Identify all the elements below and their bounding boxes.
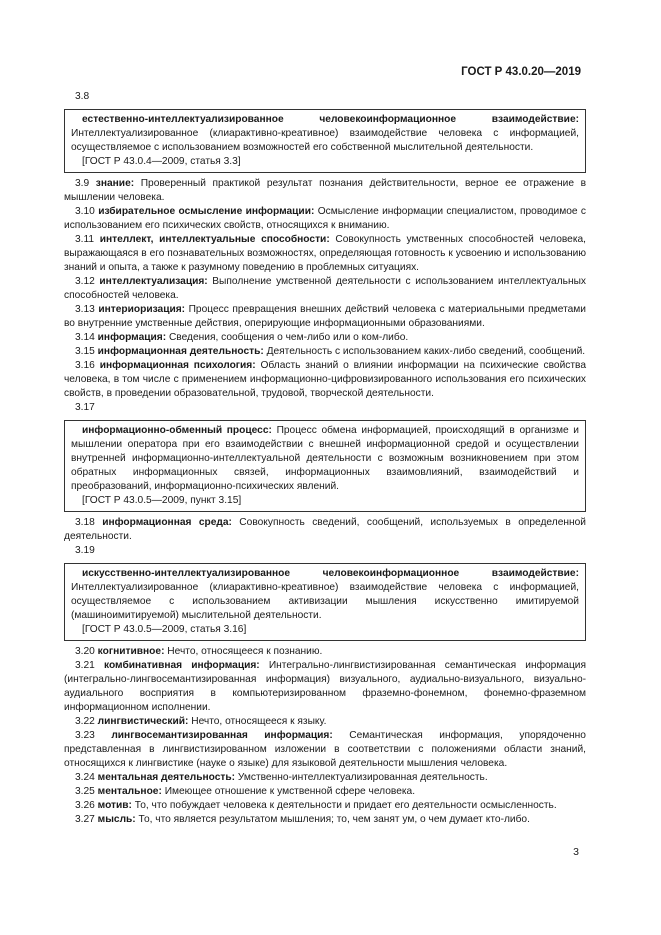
entry-definition: Совокупность умственных способностей человека, выражающаяся в его познавательных возможностях, определяющая готовность к усвоению и использованию знаний и опыта, а также к разумному поведению в проблемных ситуациях. xyxy=(64,234,586,273)
definition-box xyxy=(64,109,586,173)
entry-text xyxy=(64,345,586,359)
entry-text xyxy=(64,516,586,544)
entry-text xyxy=(64,205,586,233)
entry-text xyxy=(71,424,579,494)
entry-term: информационно-обменный процесс: xyxy=(82,425,272,436)
entry-definition: Интегрально-лингвистизированная семантическая информация (интегрально-лингвосемантизированная информация) визуального, аудиально-визуального, визуально-аудиального восприятия в компьютеризированном фраземно-фонемном, фонемно-фраземном информационном исполнении. xyxy=(64,660,586,713)
entry-definition: Нечто, относящееся к познанию. xyxy=(164,646,323,657)
entry-definition: Нечто, относящееся к языку. xyxy=(188,716,327,727)
entry-term: лингвосемантизированная информация: xyxy=(111,730,333,741)
entry-definition: То, что побуждает человека к деятельности и придает его деятельности осмысленность. xyxy=(131,800,557,811)
entry-number: 3.14 xyxy=(75,332,98,343)
definition-box xyxy=(64,563,586,641)
entry-term: информация: xyxy=(97,332,167,343)
entry-source: [ГОСТ Р 43.0.5—2009, пункт 3.15] xyxy=(82,495,242,506)
entry-definition: То, что является результатом мышления; то, чем занят ум, о чем думает кто-либо. xyxy=(135,814,530,825)
entry-term: знание: xyxy=(95,178,135,189)
entry-number: 3.17 xyxy=(75,402,95,413)
entry-definition: Сведения, сообщения о чем-либо или о ком-либо. xyxy=(166,332,409,343)
entry-term: мотив: xyxy=(97,800,132,811)
entry-number: 3.12 xyxy=(75,276,100,287)
entry-source: [ГОСТ Р 43.0.5—2009, статья 3.16] xyxy=(82,624,247,635)
entry-term: интеллект, интеллектуальные способности: xyxy=(99,234,330,245)
entry-term: когнитивное: xyxy=(97,646,165,657)
entry-term: мысль: xyxy=(97,814,136,825)
entry-text xyxy=(64,275,586,303)
entry-text xyxy=(64,799,586,813)
entry-number: 3.15 xyxy=(75,346,98,357)
entry-term: естественно-интеллектуализированное человекоинформационное взаимодействие: xyxy=(82,114,579,125)
entry-number: 3.25 xyxy=(75,786,98,797)
entry-definition: Умственно-интеллектуализированная деятельность. xyxy=(235,772,488,783)
entry-term: комбинативная информация: xyxy=(103,660,260,671)
entry-term: информационная деятельность: xyxy=(97,346,264,357)
entry-number: 3.27 xyxy=(75,814,98,825)
entry-number: 3.26 xyxy=(75,800,98,811)
entry-text xyxy=(64,303,586,331)
entry-term: ментальное: xyxy=(97,786,162,797)
entry-definition: Выполнение умственной деятельности с использованием интеллектуальных способностей человека. xyxy=(64,276,586,301)
entry-text xyxy=(71,567,579,623)
entry-term: искусственно-интеллектуализированное человекоинформационное взаимодействие: xyxy=(82,568,579,579)
entry-number: 3.22 xyxy=(75,716,98,727)
entry-definition: Семантическая информация, упорядоченно представленная в лингвистизированном изложении в соответствии с положениями области знаний, относящихся к лингвистике (науке о языке) для языковой деятельности мышления человека. xyxy=(64,730,586,769)
entry-definition: Процесс обмена информацией, происходящий в организме и мышлении оператора при его взаимодействии с внешней информационной средой и осуществлении внутренней информационно-интеллектуальной деятельности с возможным возникновением при этом обратных информационных связей, информационных взаимовлияний, взаимодействий и преобразований, информационно-психических явлений. xyxy=(71,425,580,492)
entry-text xyxy=(64,645,586,659)
entry-number: 3.19 xyxy=(75,545,95,556)
entry-text xyxy=(64,359,586,401)
definition-box xyxy=(64,420,586,512)
entry-definition: Осмысление информации специалистом, проводимое с использованием его психических свойств, относящихся к вниманию. xyxy=(64,206,586,231)
entry-number: 3.18 xyxy=(75,517,103,528)
entry-text xyxy=(64,331,586,345)
entry-text xyxy=(64,715,586,729)
entry-text xyxy=(64,729,586,771)
entry-term: информационная психология: xyxy=(99,360,256,371)
entry-definition: Деятельность с использованием каких-либо сведений, сообщений. xyxy=(263,346,586,357)
entry-term: избирательное осмысление информации: xyxy=(98,206,315,217)
entry-number: 3.21 xyxy=(75,660,104,671)
entry-term: информационная среда: xyxy=(102,517,232,528)
entry-term: интериоризация: xyxy=(98,304,186,315)
entry-term: интеллектуализация: xyxy=(99,276,208,287)
entry-text xyxy=(64,813,586,827)
entry-definition: Интеллектуализированное (клиарактивно-креативное) взаимодействие человека с информацией, осуществляемое с использованием активизации мышления искусственно имитируемой (машиноимитируемой) мыслительной деятельности. xyxy=(71,582,579,621)
entry-text xyxy=(64,659,586,715)
entry-definition: Область знаний о влиянии информации на психические свойства человека, в том числе с применением информационно-цифровизированного использования его психических свойств, в проведении образовательной, трудовой, творческой деятельности. xyxy=(64,360,586,399)
page-number: 3 xyxy=(573,846,579,858)
entry-number: 3.9 xyxy=(75,178,96,189)
entry-text xyxy=(64,785,586,799)
entry-number: 3.11 xyxy=(75,234,100,245)
entry-number: 3.16 xyxy=(75,360,100,371)
entry-number: 3.8 xyxy=(75,91,90,102)
entry-source: [ГОСТ Р 43.0.4—2009, статья 3.3] xyxy=(82,156,241,167)
document-body xyxy=(64,90,586,827)
entry-text xyxy=(64,233,586,275)
entry-text xyxy=(64,771,586,785)
entry-number: 3.10 xyxy=(75,206,99,217)
entry-definition: Проверенный практикой результат познания действительности, верное ее отражение в мышлении человека. xyxy=(64,178,586,203)
entry-text xyxy=(64,177,586,205)
entry-definition: Интеллектуализированное (клиарактивно-креативное) взаимодействие человека с информацией, осуществляемое с использованием возможностей его собственной мыслительной деятельности. xyxy=(71,128,579,153)
entry-term: ментальная деятельность: xyxy=(97,772,236,783)
entry-number: 3.23 xyxy=(75,730,112,741)
entry-definition: Имеющее отношение к умственной сфере человека. xyxy=(161,786,416,797)
document-header: ГОСТ Р 43.0.20—2019 xyxy=(461,66,581,78)
entry-definition: Совокупность сведений, сообщений, используемых в определенной деятельности. xyxy=(64,517,586,542)
entry-text xyxy=(71,113,579,155)
entry-number: 3.20 xyxy=(75,646,98,657)
entry-term: лингвистический: xyxy=(97,716,189,727)
entry-number: 3.24 xyxy=(75,772,98,783)
entry-definition: Процесс превращения внешних действий человека с материальными предметами во внутренние умственные действия, оперирующие информационными образованиями. xyxy=(64,304,586,329)
entry-number: 3.13 xyxy=(75,304,99,315)
